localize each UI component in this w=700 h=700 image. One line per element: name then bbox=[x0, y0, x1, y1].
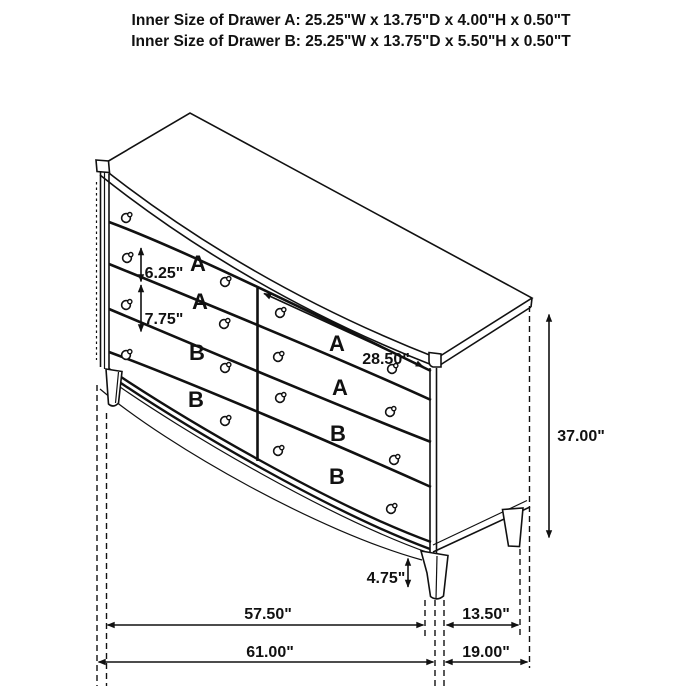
dimension-value: 4.75" bbox=[366, 570, 406, 587]
front-right-corner-cap bbox=[429, 353, 441, 368]
front-left-corner-cap bbox=[96, 160, 110, 173]
dimension-value: 57.50" bbox=[244, 606, 292, 623]
label-left-drawer-4: B bbox=[188, 387, 204, 412]
label-right-drawer-2: A bbox=[332, 375, 348, 400]
header-line-2: Inner Size of Drawer B: 25.25"W x 13.75"D x 5.50"H x 0.50"T bbox=[131, 33, 571, 50]
dimension-value: 13.50" bbox=[462, 606, 510, 623]
header-line-1: Inner Size of Drawer A: 25.25"W x 13.75"D x 4.00"H x 0.50"T bbox=[131, 12, 571, 29]
label-left-drawer-2: A bbox=[192, 289, 208, 314]
dimension-value: 61.00" bbox=[246, 644, 294, 661]
dimension-value: 6.25" bbox=[144, 265, 184, 282]
dimension-value: 37.00" bbox=[557, 428, 605, 445]
dimension-value: 28.50" bbox=[362, 351, 410, 368]
dimension-value: 19.00" bbox=[462, 644, 510, 661]
top-edge-seam-back-right bbox=[531, 298, 532, 307]
label-right-drawer-1: A bbox=[329, 331, 345, 356]
label-right-drawer-3: B bbox=[330, 421, 346, 446]
label-right-drawer-4: B bbox=[329, 464, 345, 489]
dimension-value: 7.75" bbox=[144, 311, 184, 328]
label-left-drawer-1: A bbox=[190, 251, 206, 276]
label-left-drawer-3: B bbox=[189, 340, 205, 365]
